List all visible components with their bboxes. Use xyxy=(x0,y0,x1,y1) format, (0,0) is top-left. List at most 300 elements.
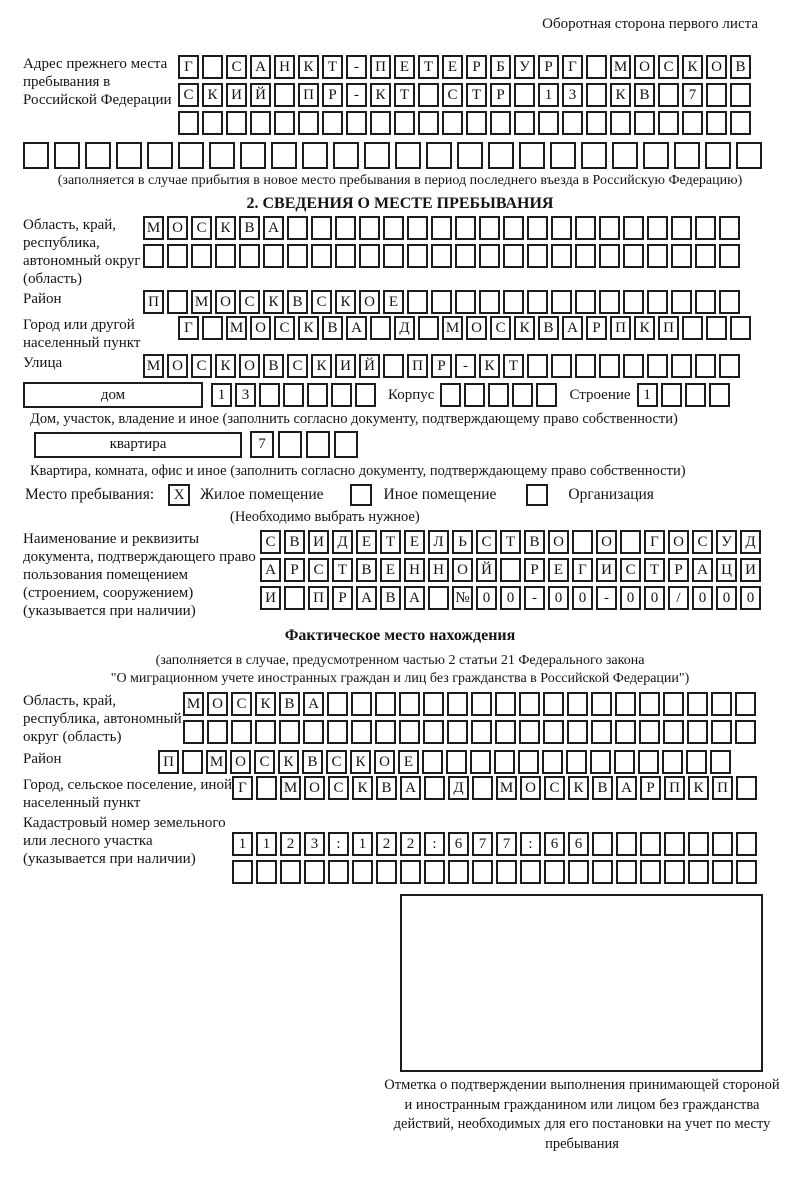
char-cell: С xyxy=(326,750,347,774)
char-cell: К xyxy=(568,776,589,800)
stay-place-row xyxy=(25,484,800,506)
char-cell: К xyxy=(479,354,500,378)
char-cell xyxy=(287,216,308,240)
char-cell xyxy=(639,692,660,716)
stroenie-label: Строение xyxy=(569,386,631,403)
char-cell xyxy=(536,383,557,407)
char-cell xyxy=(687,720,708,744)
char-cell xyxy=(705,142,731,169)
char-cell xyxy=(664,832,685,856)
char-cell xyxy=(202,111,223,135)
char-cell: А xyxy=(616,776,637,800)
char-cell: К xyxy=(278,750,299,774)
district-field xyxy=(23,290,800,314)
char-cell xyxy=(671,216,692,240)
char-cell xyxy=(375,692,396,716)
prev-address-full-row xyxy=(23,142,800,169)
document-label: Наименование и реквизиты документа, подтверждающего право пользования помещением (строением, сооружением) (указывается при наличии) xyxy=(23,531,256,619)
char-cell: Г xyxy=(232,776,253,800)
char-cell xyxy=(407,290,428,314)
char-cell: 2 xyxy=(376,832,397,856)
char-cell xyxy=(256,776,277,800)
char-cell xyxy=(383,244,404,268)
char-cell xyxy=(664,860,685,884)
char-cell xyxy=(581,142,607,169)
prev-address-field xyxy=(23,55,800,139)
char-cell xyxy=(711,720,732,744)
char-cell: : xyxy=(424,832,445,856)
char-cell xyxy=(730,83,751,107)
char-cell: А xyxy=(562,316,583,340)
char-cell: Н xyxy=(428,558,449,582)
char-cell xyxy=(490,111,511,135)
char-cell: А xyxy=(404,586,425,610)
actual-region-field xyxy=(23,692,800,748)
char-cell xyxy=(503,244,524,268)
char-cell: А xyxy=(346,316,367,340)
char-cell xyxy=(514,83,535,107)
char-cell: В xyxy=(592,776,613,800)
char-cell: П xyxy=(370,55,391,79)
char-cell: С xyxy=(254,750,275,774)
char-cell xyxy=(599,244,620,268)
section3-note-line2: "О миграционном учете иностранных граждан и лиц без гражданства в Российской Федерации") xyxy=(110,671,690,686)
char-cell: С xyxy=(239,290,260,314)
char-cell xyxy=(706,111,727,135)
char-cell: Р xyxy=(490,83,511,107)
char-cell xyxy=(615,692,636,716)
char-cell: П xyxy=(143,290,164,314)
char-cell xyxy=(730,316,751,340)
char-cell xyxy=(496,860,517,884)
char-cell xyxy=(470,750,491,774)
document-rows xyxy=(260,530,761,614)
char-cell xyxy=(116,142,142,169)
char-cell xyxy=(394,111,415,135)
char-cell: К xyxy=(255,692,276,716)
char-cell xyxy=(674,142,700,169)
char-cell xyxy=(512,383,533,407)
char-cell xyxy=(586,83,607,107)
char-cell: - xyxy=(524,586,545,610)
char-cell xyxy=(423,692,444,716)
char-grid-row xyxy=(178,111,751,135)
char-cell xyxy=(736,860,757,884)
char-cell xyxy=(274,83,295,107)
char-cell: Т xyxy=(500,530,521,554)
char-cell: В xyxy=(524,530,545,554)
section3-note-line1: (заполняется в случае, предусмотренном частью 2 статьи 21 Федерального закона xyxy=(155,653,645,668)
char-cell xyxy=(280,860,301,884)
char-cell xyxy=(610,111,631,135)
char-cell xyxy=(407,216,428,240)
char-cell xyxy=(550,142,576,169)
char-cell xyxy=(711,692,732,716)
char-cell: В xyxy=(634,83,655,107)
char-cell: С xyxy=(274,316,295,340)
char-cell xyxy=(658,83,679,107)
char-cell xyxy=(426,142,452,169)
char-cell xyxy=(551,244,572,268)
char-cell: А xyxy=(356,586,377,610)
char-grid-row xyxy=(178,316,751,340)
char-cell xyxy=(568,860,589,884)
char-cell xyxy=(423,720,444,744)
char-cell: С xyxy=(620,558,641,582)
char-cell: О xyxy=(230,750,251,774)
char-cell xyxy=(592,860,613,884)
char-cell: К xyxy=(215,354,236,378)
char-cell: Д xyxy=(740,530,761,554)
char-cell: Р xyxy=(284,558,305,582)
char-cell: С xyxy=(226,55,247,79)
char-cell xyxy=(544,860,565,884)
char-cell xyxy=(278,431,302,458)
char-cell: К xyxy=(514,316,535,340)
actual-region-label: Область, край, республика, автономный округ (область) xyxy=(23,693,182,745)
char-cell xyxy=(231,720,252,744)
char-cell: - xyxy=(346,55,367,79)
char-cell: Р xyxy=(332,586,353,610)
char-cell xyxy=(167,290,188,314)
char-cell: Т xyxy=(332,558,353,582)
char-cell: О xyxy=(304,776,325,800)
char-cell xyxy=(479,216,500,240)
char-cell: Н xyxy=(274,55,295,79)
char-cell xyxy=(263,244,284,268)
char-grid-row xyxy=(232,832,757,856)
char-cell: С xyxy=(260,530,281,554)
char-cell xyxy=(422,750,443,774)
char-cell xyxy=(623,244,644,268)
cadastral-label: Кадастровый номер земельного или лесного участка (указывается при наличии) xyxy=(23,815,226,867)
char-cell: П xyxy=(610,316,631,340)
char-cell xyxy=(719,354,740,378)
char-cell xyxy=(719,290,740,314)
korpus-label: Корпус xyxy=(388,386,435,403)
char-cell xyxy=(400,860,421,884)
char-cell: Е xyxy=(442,55,463,79)
actual-city-field xyxy=(23,776,800,812)
char-cell xyxy=(471,720,492,744)
char-cell xyxy=(359,216,380,240)
char-cell: 7 xyxy=(472,832,493,856)
checkbox-residential: X xyxy=(168,484,190,506)
char-cell: О xyxy=(239,354,260,378)
char-cell xyxy=(542,750,563,774)
char-cell xyxy=(370,111,391,135)
char-cell xyxy=(209,142,235,169)
char-cell xyxy=(147,142,173,169)
char-grid-row xyxy=(143,354,740,378)
char-cell xyxy=(472,776,493,800)
char-cell: Н xyxy=(404,558,425,582)
char-cell xyxy=(647,216,668,240)
char-cell xyxy=(736,832,757,856)
char-grid-row xyxy=(260,558,761,582)
char-cell xyxy=(658,111,679,135)
char-cell xyxy=(495,720,516,744)
char-cell xyxy=(191,244,212,268)
char-cell: О xyxy=(167,354,188,378)
char-cell xyxy=(736,142,762,169)
char-cell xyxy=(334,431,358,458)
char-cell xyxy=(202,316,223,340)
apartment-row xyxy=(34,431,800,458)
char-cell xyxy=(616,860,637,884)
char-cell: С xyxy=(308,558,329,582)
char-cell: : xyxy=(328,832,349,856)
char-cell xyxy=(647,354,668,378)
char-cell xyxy=(520,860,541,884)
char-cell: 6 xyxy=(544,832,565,856)
char-cell xyxy=(23,142,49,169)
char-cell xyxy=(735,720,756,744)
char-cell: С xyxy=(311,290,332,314)
char-cell: 3 xyxy=(304,832,325,856)
char-cell: 0 xyxy=(548,586,569,610)
char-cell: Р xyxy=(586,316,607,340)
char-cell xyxy=(364,142,390,169)
char-cell: 0 xyxy=(572,586,593,610)
actual-region-rows xyxy=(183,692,756,748)
char-cell: М xyxy=(610,55,631,79)
char-cell xyxy=(686,750,707,774)
char-cell: 1 xyxy=(637,383,658,407)
char-cell xyxy=(647,244,668,268)
char-cell xyxy=(333,142,359,169)
char-cell xyxy=(256,860,277,884)
actual-district-label: Район xyxy=(23,751,62,767)
char-cell: О xyxy=(250,316,271,340)
char-cell xyxy=(455,216,476,240)
option-organization-label: Организация xyxy=(568,486,654,503)
choose-note: (Необходимо выбрать нужное) xyxy=(230,509,420,525)
char-cell: В xyxy=(284,530,305,554)
char-cell xyxy=(431,216,452,240)
char-cell: О xyxy=(207,692,228,716)
char-cell xyxy=(616,832,637,856)
char-cell: Р xyxy=(322,83,343,107)
char-cell: Т xyxy=(503,354,524,378)
char-grid-row xyxy=(143,216,740,240)
char-cell xyxy=(599,290,620,314)
char-cell xyxy=(685,383,706,407)
char-cell: 0 xyxy=(716,586,737,610)
char-cell: А xyxy=(303,692,324,716)
char-cell: Г xyxy=(562,55,583,79)
prev-address-rows xyxy=(178,55,751,139)
char-cell xyxy=(663,720,684,744)
char-cell: Е xyxy=(398,750,419,774)
char-cell xyxy=(730,111,751,135)
actual-city-label: Город, сельское поселение, иной населенный пункт xyxy=(23,777,232,811)
char-cell xyxy=(719,244,740,268)
char-cell xyxy=(519,692,540,716)
char-grid-row xyxy=(178,83,751,107)
char-cell xyxy=(271,142,297,169)
char-cell: М xyxy=(191,290,212,314)
char-cell: 7 xyxy=(682,83,703,107)
char-cell xyxy=(167,244,188,268)
char-cell xyxy=(442,111,463,135)
char-grid-row xyxy=(183,720,756,744)
char-cell xyxy=(527,244,548,268)
char-cell: Д xyxy=(394,316,415,340)
char-cell xyxy=(207,720,228,744)
char-cell xyxy=(639,720,660,744)
char-cell xyxy=(661,383,682,407)
char-cell: В xyxy=(322,316,343,340)
char-cell xyxy=(567,720,588,744)
char-cell xyxy=(431,244,452,268)
char-cell: П xyxy=(712,776,733,800)
char-cell xyxy=(424,860,445,884)
char-cell: У xyxy=(514,55,535,79)
char-cell: К xyxy=(263,290,284,314)
char-cell xyxy=(586,111,607,135)
char-cell xyxy=(331,383,352,407)
char-cell: К xyxy=(682,55,703,79)
char-cell xyxy=(735,692,756,716)
char-cell xyxy=(375,720,396,744)
char-cell: И xyxy=(226,83,247,107)
char-cell xyxy=(418,111,439,135)
char-cell: / xyxy=(668,586,689,610)
char-cell: Р xyxy=(668,558,689,582)
char-cell: В xyxy=(263,354,284,378)
char-cell: 2 xyxy=(280,832,301,856)
char-cell: Е xyxy=(548,558,569,582)
char-cell: П xyxy=(407,354,428,378)
char-cell: С xyxy=(178,83,199,107)
char-cell xyxy=(634,111,655,135)
char-cell xyxy=(472,860,493,884)
char-cell: Р xyxy=(524,558,545,582)
char-cell xyxy=(215,244,236,268)
char-cell: В xyxy=(730,55,751,79)
stay-place-label: Место пребывания: xyxy=(25,486,155,503)
char-cell: Т xyxy=(394,83,415,107)
char-cell: В xyxy=(287,290,308,314)
char-cell xyxy=(599,216,620,240)
char-cell xyxy=(612,142,638,169)
back-side-note: Оборотная сторона первого листа xyxy=(542,16,758,32)
char-cell: Й xyxy=(476,558,497,582)
char-cell: С xyxy=(191,354,212,378)
char-cell xyxy=(351,720,372,744)
char-cell: П xyxy=(658,316,679,340)
char-cell: В xyxy=(239,216,260,240)
char-cell: 3 xyxy=(562,83,583,107)
char-cell xyxy=(688,832,709,856)
char-cell: Р xyxy=(640,776,661,800)
char-cell: О xyxy=(706,55,727,79)
char-cell: 1 xyxy=(232,832,253,856)
char-cell: 1 xyxy=(352,832,373,856)
char-cell xyxy=(706,316,727,340)
city-field xyxy=(23,316,800,352)
char-cell: М xyxy=(496,776,517,800)
char-cell: В xyxy=(376,776,397,800)
char-cell xyxy=(335,216,356,240)
apartment-note: Квартира, комната, офис и иное (заполнить согласно документу, подтверждающему право собственности) xyxy=(30,463,686,479)
char-cell xyxy=(575,290,596,314)
char-cell: О xyxy=(634,55,655,79)
house-number-cells xyxy=(211,383,376,407)
char-cell: Б xyxy=(490,55,511,79)
char-cell xyxy=(346,111,367,135)
korpus-cells xyxy=(440,383,557,407)
char-cell: К xyxy=(352,776,373,800)
char-cell xyxy=(614,750,635,774)
char-cell xyxy=(352,860,373,884)
char-cell xyxy=(311,244,332,268)
char-cell: Р xyxy=(431,354,452,378)
char-cell xyxy=(519,142,545,169)
char-cell: Е xyxy=(380,558,401,582)
house-row xyxy=(23,382,800,408)
char-cell: Ц xyxy=(716,558,737,582)
char-cell xyxy=(178,111,199,135)
char-cell: 0 xyxy=(644,586,665,610)
street-label: Улица xyxy=(23,355,63,371)
house-box: дом xyxy=(23,382,203,408)
char-cell xyxy=(399,692,420,716)
char-cell: А xyxy=(692,558,713,582)
char-cell xyxy=(712,860,733,884)
char-cell xyxy=(311,216,332,240)
char-cell: - xyxy=(455,354,476,378)
char-cell xyxy=(466,111,487,135)
char-cell xyxy=(328,860,349,884)
char-cell xyxy=(479,244,500,268)
char-cell: Ь xyxy=(452,530,473,554)
char-cell xyxy=(327,692,348,716)
char-cell xyxy=(662,750,683,774)
char-cell xyxy=(383,354,404,378)
char-cell xyxy=(706,83,727,107)
char-cell: С xyxy=(328,776,349,800)
char-cell: Й xyxy=(359,354,380,378)
char-cell: 7 xyxy=(496,832,517,856)
char-cell: 0 xyxy=(476,586,497,610)
char-cell: И xyxy=(335,354,356,378)
char-cell: О xyxy=(548,530,569,554)
document-field xyxy=(23,530,800,620)
char-cell: С xyxy=(658,55,679,79)
char-cell: К xyxy=(688,776,709,800)
char-cell: К xyxy=(298,316,319,340)
char-cell xyxy=(638,750,659,774)
char-cell: 0 xyxy=(692,586,713,610)
char-cell xyxy=(671,244,692,268)
char-cell xyxy=(687,692,708,716)
char-cell: 0 xyxy=(620,586,641,610)
char-cell: К xyxy=(610,83,631,107)
char-cell: К xyxy=(202,83,223,107)
region-rows xyxy=(143,216,740,272)
char-cell: О xyxy=(596,530,617,554)
char-cell xyxy=(240,142,266,169)
char-cell xyxy=(682,111,703,135)
char-cell xyxy=(447,720,468,744)
char-cell: С xyxy=(191,216,212,240)
region-field xyxy=(23,216,800,288)
char-cell: М xyxy=(143,216,164,240)
char-cell xyxy=(298,111,319,135)
char-cell xyxy=(255,720,276,744)
